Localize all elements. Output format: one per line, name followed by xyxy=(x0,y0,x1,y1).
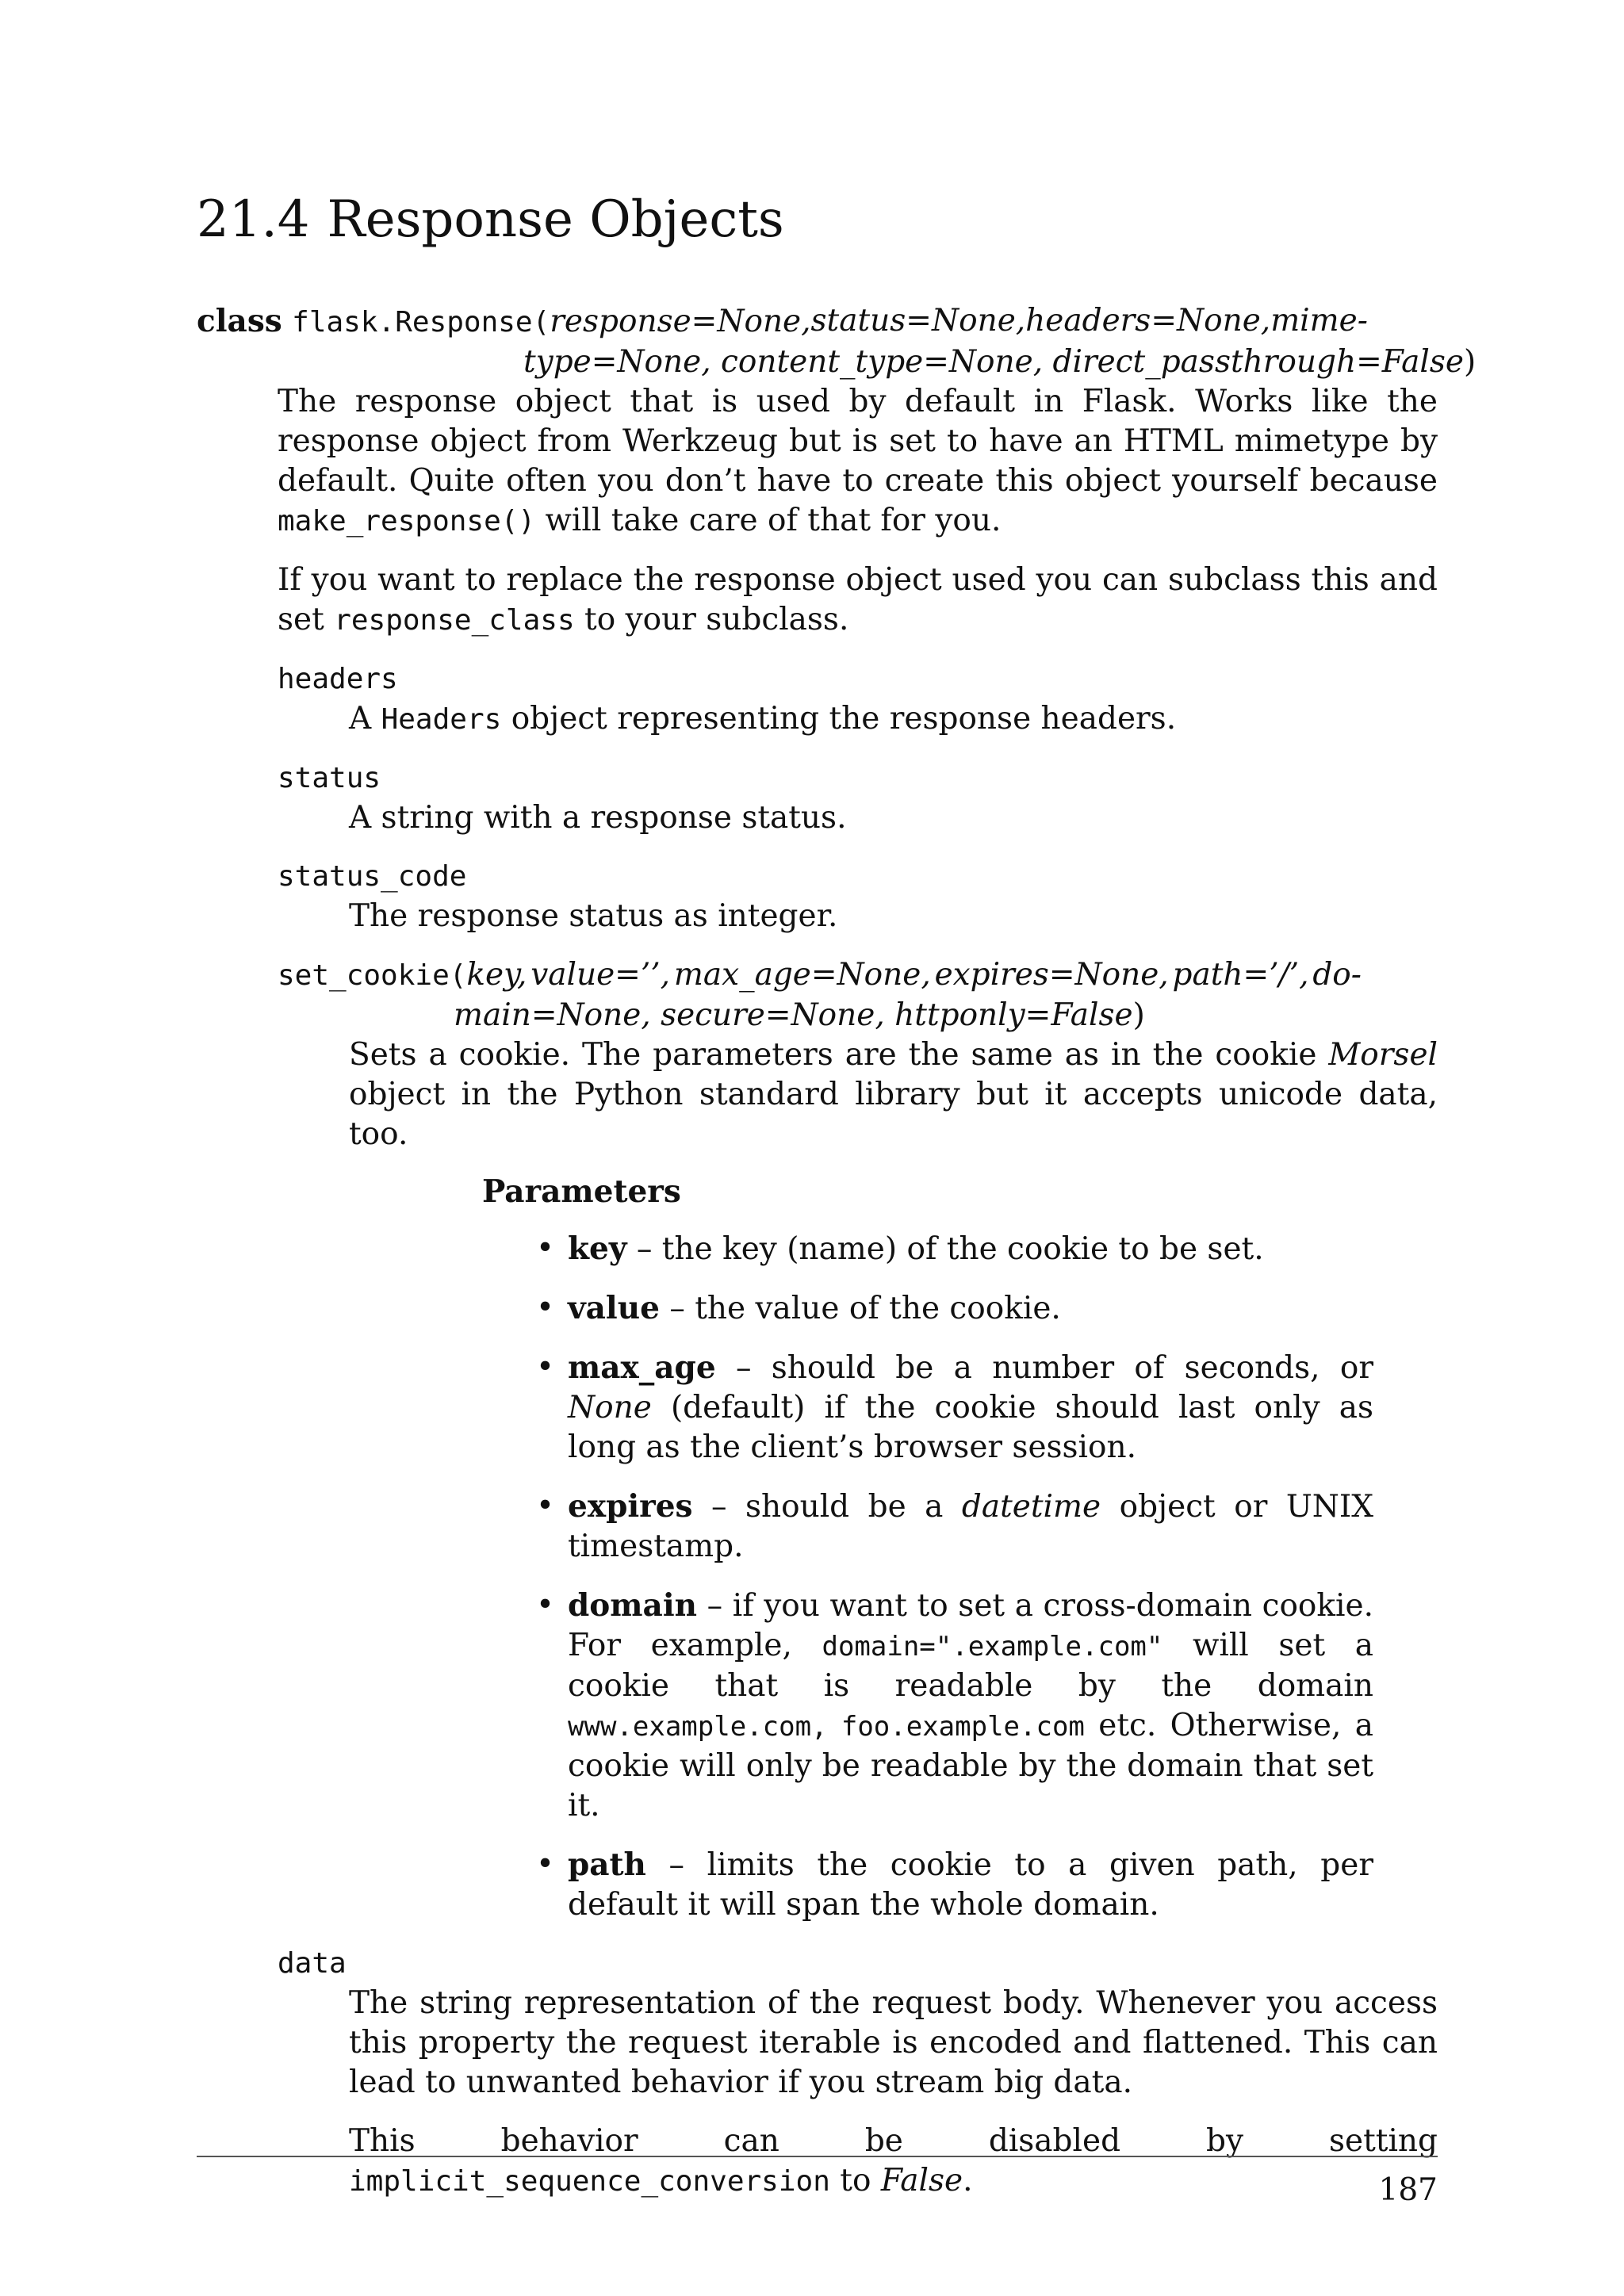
set-cookie-name: set_cookie( xyxy=(278,959,467,992)
section-number: 21.4 xyxy=(197,190,310,249)
attribute-status-name: status xyxy=(278,762,381,794)
sig-param-2: status=None, xyxy=(810,303,1026,339)
page-number: 187 xyxy=(1378,2172,1438,2208)
sig-close-paren: ) xyxy=(1463,344,1477,380)
class-name: flask.Response( xyxy=(292,306,550,339)
set-cookie-description: Sets a cookie. The parameters are the same as in the cookie Morsel object in the Python standard library but it accepts unicode data, too. xyxy=(349,1037,1438,1152)
description-paragraph-1: The response object that is used by default in Flask. Works like the response object from Werkzeug but is set to have an HTML mimetype by default. Quite often you don’t have to create this object yourself because make_response() will take care of that for you. xyxy=(278,384,1438,538)
attribute-status-code-name: status_code xyxy=(278,860,467,893)
attribute-status-description: A string with a response status. xyxy=(349,800,847,836)
parameters-block xyxy=(482,1172,1438,1925)
section-title: Response Objects xyxy=(327,190,784,249)
param-domain: • domain – if you want to set a cross-domain cookie. For example, domain=".example.com" will set a cookie that is readable by the domain www.example.com, foo.example.com etc. Otherwise, a cookie will only be readable by the domain that set it. xyxy=(568,1586,1373,1826)
make-response-code: make_response() xyxy=(278,505,536,538)
description-paragraph-2: If you want to replace the response object used you can subclass this and set response_class to your subclass. xyxy=(278,562,1438,637)
parameters-heading: Parameters xyxy=(482,1173,681,1210)
morsel-emphasis: Morsel xyxy=(1328,1037,1438,1073)
param-path: • path – limits the cookie to a given path, per default it will span the whole domain. xyxy=(568,1845,1373,1925)
sig-param-4: mime- xyxy=(1270,303,1368,339)
class-keyword: class xyxy=(197,303,282,339)
footer-rule xyxy=(197,2156,1438,2157)
param-value: • value – the value of the cookie. xyxy=(568,1288,1373,1329)
headers-code: Headers xyxy=(381,703,502,736)
attribute-headers-description: A Headers object representing the response headers. xyxy=(349,701,1177,737)
parameters-list xyxy=(482,1229,1373,1925)
page-content xyxy=(197,301,1477,2202)
set-cookie-signature: set_cookie(key, value=’’, max_age=None, expires=None, path=’/’, do- main=None, secure=None, httponly=False) xyxy=(278,957,1362,1033)
attribute-status-code-description: The response status as integer. xyxy=(349,898,838,934)
class-signature xyxy=(197,301,1477,382)
implicit-sequence-code: implicit_sequence_conversion xyxy=(349,2165,830,2198)
sig-param-3: headers=None, xyxy=(1025,303,1271,339)
data-paragraph-2: This behavior can be disabled by setting implicit_sequence_conversion to False. xyxy=(349,2123,1438,2198)
attribute-headers-name: headers xyxy=(278,663,398,695)
param-max-age: • max_age – should be a number of seconds, or None (default) if the cookie should last only as long as the client’s browser session. xyxy=(568,1348,1373,1468)
response-class-code: response_class xyxy=(334,604,575,637)
data-paragraph-1: The string representation of the request body. Whenever you access this property the request iterable is encoded and flattened. This can lead to unwanted behavior if you stream big data. xyxy=(349,1985,1438,2100)
attribute-data-name: data xyxy=(278,1947,347,1980)
param-key: • key – the key (name) of the cookie to be set. xyxy=(568,1229,1373,1269)
class-description xyxy=(278,382,1438,641)
section-heading xyxy=(197,190,784,249)
attribute-data-description xyxy=(349,1984,1438,2202)
param-expires: • expires – should be a datetime object or UNIX timestamp. xyxy=(568,1487,1373,1567)
sig-params-line2: type=None, content_type=None, direct_passthrough=False xyxy=(523,344,1464,380)
sig-param-1: response=None, xyxy=(550,304,811,339)
